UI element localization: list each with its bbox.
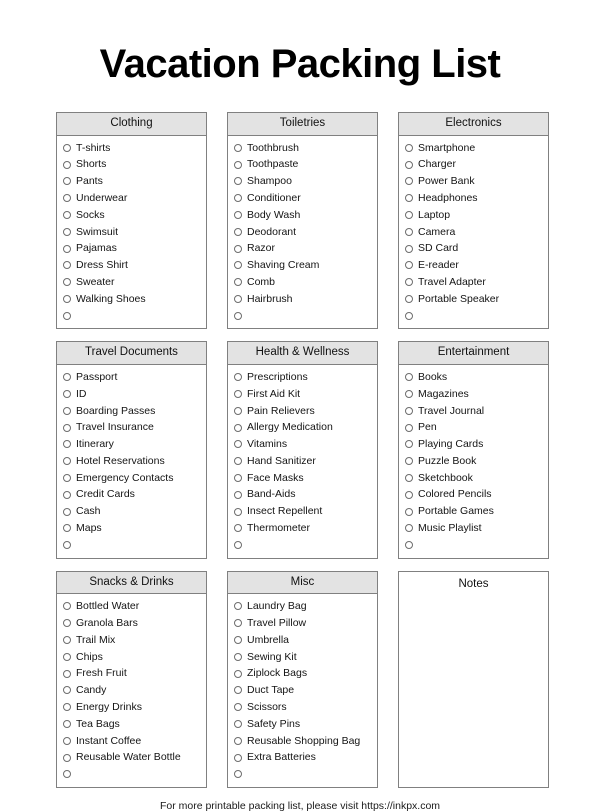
checklist-item[interactable] (399, 190, 548, 207)
checklist-item[interactable] (228, 190, 377, 207)
checklist-item-write-in[interactable] (247, 311, 250, 322)
checklist-item-label: Band-Aids (247, 488, 296, 501)
checkbox-circle-icon[interactable] (63, 737, 71, 745)
checkbox-circle-icon[interactable] (405, 245, 413, 253)
checklist-item-label: T-shirts (76, 141, 111, 154)
checkbox-circle-icon[interactable] (63, 390, 71, 398)
checklist-item[interactable] (399, 291, 548, 308)
checklist-item[interactable] (57, 402, 206, 419)
checklist-item[interactable] (399, 419, 548, 436)
checkbox-circle-icon[interactable] (234, 670, 242, 678)
checkbox-circle-icon[interactable] (405, 278, 413, 286)
checklist-item[interactable] (57, 291, 206, 308)
checklist-item-label: Portable Speaker (418, 292, 500, 305)
checklist-item-blank[interactable] (228, 307, 377, 324)
checklist-item-label: Headphones (418, 192, 478, 205)
checklist-item-label: Trail Mix (76, 633, 116, 646)
checklist-item[interactable] (228, 716, 377, 733)
checklist-item[interactable] (228, 402, 377, 419)
category-items-toiletries (228, 136, 377, 329)
checkbox-circle-icon[interactable] (63, 524, 71, 532)
checkbox-circle-icon[interactable] (405, 194, 413, 202)
checklist-item[interactable] (399, 173, 548, 190)
checklist-item-blank[interactable] (57, 766, 206, 783)
checkbox-circle-icon[interactable] (405, 474, 413, 482)
checklist-item-blank[interactable] (228, 766, 377, 783)
checkbox-circle-icon[interactable] (63, 177, 71, 185)
checklist-item-label: Laptop (418, 208, 451, 221)
checklist-item-label: Reusable Water Bottle (76, 751, 181, 764)
checklist-item-label: Pen (418, 421, 437, 434)
checklist-item[interactable] (399, 207, 548, 224)
checklist-item-label: Laundry Bag (247, 600, 307, 613)
checklist-item-write-in[interactable] (418, 540, 421, 551)
category-card-entertainment (398, 341, 549, 558)
checklist-item[interactable] (399, 140, 548, 157)
checklist-item[interactable] (57, 470, 206, 487)
checklist-item-blank[interactable] (228, 537, 377, 554)
checkbox-circle-icon[interactable] (405, 144, 413, 152)
checklist-item-label: Safety Pins (247, 717, 301, 730)
checklist-item-label: Allergy Medication (247, 421, 333, 434)
checklist-item-label: First Aid Kit (247, 387, 301, 400)
checklist-item-label: Smartphone (418, 141, 476, 154)
checklist-item[interactable] (57, 419, 206, 436)
checklist-item[interactable] (57, 240, 206, 257)
checkbox-circle-icon[interactable] (234, 161, 242, 169)
checkbox-circle-icon[interactable] (63, 295, 71, 303)
category-items-travel-documents (57, 365, 206, 558)
checkbox-circle-icon[interactable] (63, 636, 71, 644)
checklist-item-label: Fresh Fruit (76, 667, 127, 680)
checklist-item[interactable] (57, 207, 206, 224)
checklist-item-label: Thermometer (247, 522, 311, 535)
checklist-item[interactable] (228, 173, 377, 190)
checklist-item-write-in[interactable] (247, 540, 250, 551)
checklist-item[interactable] (399, 436, 548, 453)
checklist-item-label: Portable Games (418, 505, 494, 518)
checkbox-circle-icon[interactable] (405, 541, 413, 549)
category-title-snacks-drinks: Snacks & Drinks (57, 572, 206, 595)
checklist-item[interactable] (57, 615, 206, 632)
category-title-entertainment: Entertainment (399, 342, 548, 365)
checkbox-circle-icon[interactable] (234, 653, 242, 661)
checklist-item[interactable] (228, 682, 377, 699)
checkbox-circle-icon[interactable] (234, 424, 242, 432)
checklist-item-label: Bottled Water (76, 600, 140, 613)
checkbox-circle-icon[interactable] (63, 670, 71, 678)
checkbox-circle-icon[interactable] (63, 144, 71, 152)
checkbox-circle-icon[interactable] (234, 228, 242, 236)
checklist-item-label: Swimsuit (76, 225, 119, 238)
checklist-item[interactable] (228, 732, 377, 749)
checklist-item-label: Pajamas (76, 242, 117, 255)
checklist-item-label: Emergency Contacts (76, 471, 174, 484)
checkbox-circle-icon[interactable] (63, 211, 71, 219)
checkbox-circle-icon[interactable] (63, 508, 71, 516)
checklist-item-label: Magazines (418, 387, 469, 400)
checklist-item-label: Pants (76, 175, 103, 188)
category-card-health-wellness (227, 341, 378, 558)
checklist-item[interactable] (399, 453, 548, 470)
checkbox-circle-icon[interactable] (234, 194, 242, 202)
category-card-travel-documents (56, 341, 207, 558)
checklist-item-label: Hand Sanitizer (247, 454, 316, 467)
checkbox-circle-icon[interactable] (63, 602, 71, 610)
checkbox-circle-icon[interactable] (405, 524, 413, 532)
checkbox-circle-icon[interactable] (234, 619, 242, 627)
checklist-item-label: Playing Cards (418, 438, 484, 451)
checkbox-circle-icon[interactable] (234, 703, 242, 711)
checklist-item[interactable] (228, 486, 377, 503)
checklist-item-blank[interactable] (57, 537, 206, 554)
checkbox-circle-icon[interactable] (63, 424, 71, 432)
checklist-item-label: Toothpaste (247, 158, 299, 171)
checklist-item[interactable] (228, 274, 377, 291)
checklist-item[interactable] (228, 598, 377, 615)
checkbox-circle-icon[interactable] (63, 686, 71, 694)
checklist-item[interactable] (228, 140, 377, 157)
checkbox-circle-icon[interactable] (234, 770, 242, 778)
checkbox-circle-icon[interactable] (63, 720, 71, 728)
category-card-clothing (56, 112, 207, 329)
checkbox-circle-icon[interactable] (234, 295, 242, 303)
checklist-item[interactable] (228, 453, 377, 470)
checklist-item[interactable] (228, 156, 377, 173)
checklist-item-label: Travel Journal (418, 404, 485, 417)
checklist-item-label: Passport (76, 370, 118, 383)
checklist-item-label: Maps (76, 522, 102, 535)
checkbox-circle-icon[interactable] (234, 144, 242, 152)
checklist-item-label: Ziplock Bags (247, 667, 308, 680)
checklist-item[interactable] (57, 257, 206, 274)
checklist-item[interactable] (228, 207, 377, 224)
checklist-item-label: Face Masks (247, 471, 304, 484)
checklist-item[interactable] (228, 240, 377, 257)
checkbox-circle-icon[interactable] (63, 703, 71, 711)
checklist-item-label: Charger (418, 158, 456, 171)
checklist-item-label: Sewing Kit (247, 650, 297, 663)
checklist-item-label: Puzzle Book (418, 454, 477, 467)
checkbox-circle-icon[interactable] (234, 541, 242, 549)
checklist-item-label: Body Wash (247, 208, 301, 221)
category-items-health-wellness (228, 365, 377, 558)
checkbox-circle-icon[interactable] (234, 211, 242, 219)
checklist-item[interactable] (228, 665, 377, 682)
checklist-item[interactable] (57, 598, 206, 615)
checklist-item[interactable] (399, 223, 548, 240)
checklist-item-blank[interactable] (57, 307, 206, 324)
checklist-item-label: Socks (76, 208, 105, 221)
checklist-item-label: Music Playlist (418, 522, 482, 535)
checklist-item-write-in[interactable] (247, 769, 250, 780)
checklist-item[interactable] (228, 749, 377, 766)
checklist-item-write-in[interactable] (76, 311, 79, 322)
checkbox-circle-icon[interactable] (405, 211, 413, 219)
checkbox-circle-icon[interactable] (405, 161, 413, 169)
checkbox-circle-icon[interactable] (234, 373, 242, 381)
checklist-item[interactable] (57, 173, 206, 190)
page-title: Vacation Packing List (99, 42, 501, 86)
checklist-item-label: Duct Tape (247, 684, 295, 697)
checkbox-circle-icon[interactable] (405, 177, 413, 185)
checkbox-circle-icon[interactable] (63, 228, 71, 236)
checklist-item-label: Deodorant (247, 225, 297, 238)
checklist-item-label: Travel Insurance (76, 421, 154, 434)
checkbox-circle-icon[interactable] (234, 312, 242, 320)
checklist-item[interactable] (228, 257, 377, 274)
checklist-item[interactable] (57, 486, 206, 503)
category-card-electronics (398, 112, 549, 329)
checklist-item-label: Shampoo (247, 175, 292, 188)
checklist-item[interactable] (399, 402, 548, 419)
checklist-item[interactable] (399, 240, 548, 257)
checklist-item-label: Pain Relievers (247, 404, 315, 417)
checklist-item-label: Razor (247, 242, 276, 255)
checkbox-circle-icon[interactable] (234, 177, 242, 185)
checklist-item-label: Boarding Passes (76, 404, 156, 417)
checklist-item-label: Colored Pencils (418, 488, 492, 501)
checklist-item-label: Itinerary (76, 438, 114, 451)
checkbox-circle-icon[interactable] (405, 407, 413, 415)
category-title-notes: Notes (399, 572, 548, 596)
checklist-item-blank[interactable] (399, 537, 548, 554)
checklist-item[interactable] (399, 274, 548, 291)
checkbox-circle-icon[interactable] (405, 295, 413, 303)
category-items-electronics (399, 136, 548, 329)
checklist-item[interactable] (228, 503, 377, 520)
checklist-item[interactable] (399, 503, 548, 520)
category-title-clothing: Clothing (57, 113, 206, 136)
checkbox-circle-icon[interactable] (234, 720, 242, 728)
checkbox-circle-icon[interactable] (405, 228, 413, 236)
checkbox-circle-icon[interactable] (63, 770, 71, 778)
checklist-item-write-in[interactable] (76, 769, 79, 780)
checklist-item[interactable] (228, 436, 377, 453)
checklist-item[interactable] (228, 520, 377, 537)
checklist-item[interactable] (57, 520, 206, 537)
checklist-item[interactable] (57, 386, 206, 403)
checklist-item-label: Insect Repellent (247, 505, 323, 518)
checklist-item-label: Umbrella (247, 633, 290, 646)
checklist-item-label: Walking Shoes (76, 292, 146, 305)
category-card-grid (56, 112, 544, 788)
checklist-item-label: Underwear (76, 192, 128, 205)
checkbox-circle-icon[interactable] (234, 491, 242, 499)
checklist-item-label: Credit Cards (76, 488, 135, 501)
checklist-item-label: Tea Bags (76, 717, 120, 730)
checklist-item[interactable] (57, 699, 206, 716)
checkbox-circle-icon[interactable] (234, 602, 242, 610)
checklist-item[interactable] (57, 190, 206, 207)
checklist-item-label: Shaving Cream (247, 259, 320, 272)
checkbox-circle-icon[interactable] (63, 457, 71, 465)
checklist-item-label: Cash (76, 505, 101, 518)
checkbox-circle-icon[interactable] (405, 390, 413, 398)
checklist-item-label: Reusable Shopping Bag (247, 734, 361, 747)
checkbox-circle-icon[interactable] (405, 508, 413, 516)
checkbox-circle-icon[interactable] (234, 754, 242, 762)
checkbox-circle-icon[interactable] (63, 261, 71, 269)
checklist-item-label: Hotel Reservations (76, 454, 165, 467)
checklist-item[interactable] (57, 503, 206, 520)
category-title-misc: Misc (228, 572, 377, 595)
category-items-clothing (57, 136, 206, 329)
checkbox-circle-icon[interactable] (234, 407, 242, 415)
category-card-toiletries (227, 112, 378, 329)
checkbox-circle-icon[interactable] (63, 440, 71, 448)
checklist-item[interactable] (228, 470, 377, 487)
checkbox-circle-icon[interactable] (405, 261, 413, 269)
checklist-item-label: Toothbrush (247, 141, 299, 154)
checklist-item-label: E-reader (418, 259, 459, 272)
checklist-item[interactable] (228, 386, 377, 403)
checklist-item-label: Sketchbook (418, 471, 473, 484)
checklist-item-label: Sweater (76, 276, 115, 289)
checkbox-circle-icon[interactable] (234, 390, 242, 398)
checklist-item[interactable] (399, 470, 548, 487)
checkbox-circle-icon[interactable] (234, 474, 242, 482)
checkbox-circle-icon[interactable] (405, 457, 413, 465)
category-card-notes (398, 571, 549, 788)
checklist-item[interactable] (57, 140, 206, 157)
footer-note: For more printable packing list, please visit https://inkpx.com (159, 799, 441, 812)
checklist-item[interactable] (399, 257, 548, 274)
checklist-item[interactable] (57, 732, 206, 749)
checkbox-circle-icon[interactable] (234, 245, 242, 253)
checkbox-circle-icon[interactable] (234, 457, 242, 465)
checkbox-circle-icon[interactable] (63, 619, 71, 627)
category-title-electronics: Electronics (399, 113, 548, 136)
category-items-entertainment (399, 365, 548, 558)
checkbox-circle-icon[interactable] (63, 407, 71, 415)
checkbox-circle-icon[interactable] (234, 636, 242, 644)
checklist-item[interactable] (399, 369, 548, 386)
checklist-item-label: Comb (247, 276, 276, 289)
checklist-item[interactable] (399, 386, 548, 403)
checklist-item[interactable] (228, 632, 377, 649)
checklist-item-label: Instant Coffee (76, 734, 142, 747)
checklist-item[interactable] (228, 369, 377, 386)
checklist-item[interactable] (399, 520, 548, 537)
category-title-toiletries: Toiletries (228, 113, 377, 136)
checklist-item-label: Power Bank (418, 175, 475, 188)
checklist-item[interactable] (399, 486, 548, 503)
checklist-item-label: Chips (76, 650, 103, 663)
checkbox-circle-icon[interactable] (405, 491, 413, 499)
checkbox-circle-icon[interactable] (234, 686, 242, 694)
checklist-item[interactable] (57, 632, 206, 649)
checkbox-circle-icon[interactable] (63, 474, 71, 482)
checkbox-circle-icon[interactable] (405, 424, 413, 432)
checkbox-circle-icon[interactable] (405, 312, 413, 320)
category-items-snacks-drinks (57, 594, 206, 787)
checkbox-circle-icon[interactable] (234, 261, 242, 269)
checklist-item-label: Shorts (76, 158, 107, 171)
checkbox-circle-icon[interactable] (63, 754, 71, 762)
checkbox-circle-icon[interactable] (405, 440, 413, 448)
checkbox-circle-icon[interactable] (63, 541, 71, 549)
checklist-item-label: Scissors (247, 700, 287, 713)
checklist-item-label: Energy Drinks (76, 700, 142, 713)
checkbox-circle-icon[interactable] (234, 278, 242, 286)
checklist-item[interactable] (228, 699, 377, 716)
checkbox-circle-icon[interactable] (234, 524, 242, 532)
checklist-item-blank[interactable] (399, 307, 548, 324)
checkbox-circle-icon[interactable] (234, 508, 242, 516)
checklist-item-write-in[interactable] (76, 540, 79, 551)
checklist-item[interactable] (57, 648, 206, 665)
checkbox-circle-icon[interactable] (405, 373, 413, 381)
checklist-item[interactable] (57, 716, 206, 733)
checklist-item[interactable] (57, 453, 206, 470)
checklist-item[interactable] (57, 223, 206, 240)
checkbox-circle-icon[interactable] (63, 194, 71, 202)
checklist-item[interactable] (399, 156, 548, 173)
checkbox-circle-icon[interactable] (63, 653, 71, 661)
checklist-item-label: Extra Batteries (247, 751, 316, 764)
category-card-misc (227, 571, 378, 788)
category-title-travel-documents: Travel Documents (57, 342, 206, 365)
checklist-item-label: Prescriptions (247, 370, 308, 383)
checklist-item[interactable] (228, 419, 377, 436)
checkbox-circle-icon[interactable] (63, 161, 71, 169)
checkbox-circle-icon[interactable] (63, 373, 71, 381)
checkbox-circle-icon[interactable] (234, 737, 242, 745)
checklist-item-label: Dress Shirt (76, 259, 128, 272)
category-items-misc (228, 594, 377, 787)
checklist-item[interactable] (57, 665, 206, 682)
checklist-item-label: Travel Pillow (247, 616, 307, 629)
checkbox-circle-icon[interactable] (234, 440, 242, 448)
checklist-item-label: Granola Bars (76, 616, 138, 629)
checklist-item[interactable] (57, 749, 206, 766)
checklist-item-label: Vitamins (247, 438, 288, 451)
checklist-item-label: Candy (76, 684, 107, 697)
checklist-item-label: Conditioner (247, 192, 301, 205)
checklist-item[interactable] (57, 156, 206, 173)
checklist-item-label: SD Card (418, 242, 459, 255)
category-title-health-wellness: Health & Wellness (228, 342, 377, 365)
checkbox-circle-icon[interactable] (63, 491, 71, 499)
checkbox-circle-icon[interactable] (63, 278, 71, 286)
checklist-item-label: Camera (418, 225, 456, 238)
checklist-item-label: ID (76, 387, 87, 400)
checklist-item[interactable] (228, 648, 377, 665)
checklist-item[interactable] (57, 682, 206, 699)
checklist-item[interactable] (57, 369, 206, 386)
checkbox-circle-icon[interactable] (63, 312, 71, 320)
checklist-item[interactable] (228, 223, 377, 240)
checklist-item[interactable] (57, 436, 206, 453)
checklist-item-write-in[interactable] (418, 311, 421, 322)
checklist-item[interactable] (228, 615, 377, 632)
checklist-item-label: Travel Adapter (418, 276, 486, 289)
category-card-snacks-drinks (56, 571, 207, 788)
checklist-item[interactable] (57, 274, 206, 291)
checklist-item[interactable] (228, 291, 377, 308)
checklist-item-label: Books (418, 370, 448, 383)
category-items-notes (399, 595, 548, 787)
checklist-item-label: Hairbrush (247, 292, 293, 305)
checkbox-circle-icon[interactable] (63, 245, 71, 253)
